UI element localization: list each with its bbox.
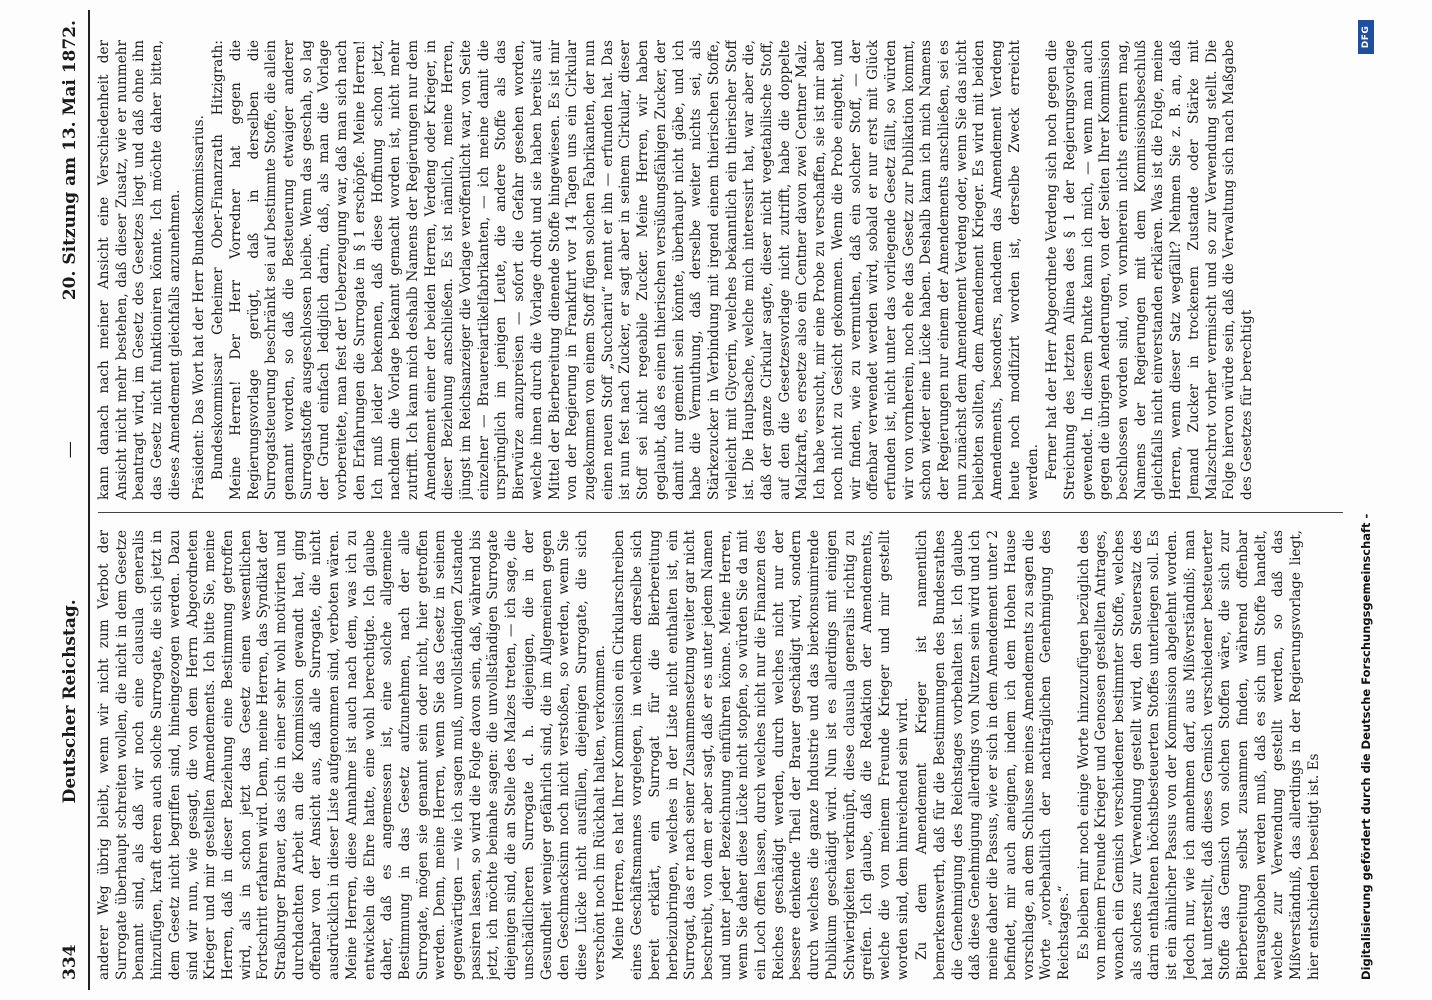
paragraph: Zu dem Amendement Krieger ist namentlich bemerkenswerth, daß für die Bestimmungen des Bundesrathes die Genehmigung des Reichstages vorbehalten ist. Ich glaube daß diese Genehmigung allerdings von Nutzen sein wird und ich meine daher die Passus, wie er sich in dem Amendement unter 2 befindet, mir auch aneignen, indem ich dem Hohen Hause vorschlage, an dem Schlusse meines Amendements zu sagen die Worte „vorbehaltlich der nachträglichen Genehmigung des Reichstages.“	[914, 530, 1072, 980]
speaker-paragraph: Präsident: Das Wort hat der Herr Bundeskommissarius.	[190, 115, 207, 500]
paragraph: anderer Weg übrig bleibt, wenn wir nicht zum Verbot der Surrogate überhaupt schreiten wollen, die nicht in dem Gesetze benannt sind, als daß wir noch eine clausula generalis hinzufügen, kraft deren auch solche Surrogate, die sich jetzt in dem Gesetz nicht begriffen sind, hineingezogen werden. Dazu sind wir nun, wie gesagt, die von dem Herrn Abgeordneten Krieger und mir gestellten Amendements. Ich bitte Sie, meine Herren, daß in dieser Beziehung eine Bestimmung getroffen wird, als in schon jetzt das Gesetz einen wesentlichen Fortschritt erfahren wird. Denn, meine Herren, das Syndikat der Straßburger Brauer, das sich in einer sehr wohl motivirten und durchdachten Arbeit an die Kommission gewandt hat, ging offenbar von der Ansicht aus, daß alle Surrogate, die nicht ausdrücklich in dieser Liste aufgenommen sind, verboten wären. Meine Herren, diese Annahme ist auch nach dem, was ich zu entwickeln die Ehre hatte, eine wohl berechtigte. Ich glaube daher, daß es angemessen ist, eine solche allgemeine Bestimmung in das Gesetz aufzunehmen, nach der alle Surrogate, mögen sie genannt sein oder nicht, hier getroffen werden. Denn, meine Herren, wenn Sie das Gesetz in seinem gegenwärtigen — wie ich sagen muß, unvollständigen Zustande passiren lassen, so wird die Folge davon sein, daß, während bis jetzt, ich möchte beinahe sagen: die unvollständigen Surrogate diejenigen sind, die an Stelle des Malzes treten, — ich sage, die unschädlicheren Surrogate d. h. diejenigen, die in der Gesundheit weniger gefährlich sind, die im Allgemeinen gegen den Geschmacksinn noch nicht verstoßen, so werden, wenn Sie diese Lücke nicht ausfüllen, diejenigen Surrogate, die sich verschönt noch im Rückhalt halten, verkommen.	[96, 530, 608, 980]
paragraph: Meine Herren, es hat Ihrer Kommission ein Cirkularschreiben eines Geschäftsmannes vorgelegen, in welchem derselbe sich bereit erklärt, ein Surrogat für die Bierbereitung herbeizubringen, welches in der Liste nicht enthalten ist, ein Surrogat, das er nach seiner Zusammensetzung weiter gar nicht beschreibt, von dem er aber sagt, daß er es unter jedem Namen und unter jeder Bezeichnung einführen könne. Meine Herren, wenn Sie daher diese Lücke nicht stopfen, so würden Sie da mit ein Loch offen lassen, durch welches nicht nur die Finanzen des Reiches geschädigt werden, durch welches nicht nur der bessere denkende Theil der Brauer geschädigt wird, sondern durch welches die ganze Industrie und das bierkonsumirende Publikum geschädigt wird. Nun ist es allerdings mit einigen Schwierigkeiten verknüpft, diese clausula generalis richtig zu greifen. Ich glaube, daß die Redaktion der Amendements, welche die von meinem Freunde Krieger und mir gestellt worden sind, dem hinreichend sein wird.	[611, 530, 911, 980]
paragraph: kann danach nach meiner Ansicht eine Verschiedenheit der Ansicht nicht mehr bestehen, daß dieser Zusatz, wie er nunmehr beantragt wird, im Gesetz des Gesetzes liegt und daß ohne ihn das Gesetz nicht funktioniren könnte. Ich möchte daher bitten, dieses Amendement gleichfalls anzunehmen.	[96, 40, 183, 500]
paragraph: Ferner hat der Herr Abgeordnete Verdeng sich noch gegen die Streichung des letzten Alinea des § 1 der Regierungsvorlage gewendet. In diesem Punkte kann ich mich, — wenn man auch gegen die übrigen Aenderungen, von der Seiten Ihrer Kommission beschlossen worden sind, von vornherein nichts erinnern mag, Namens der Regierungen mit dem Kommissionsbeschluß gleichfalls nicht einverstanden erklären. Was ist die Folge, meine Herren, wenn dieser Satz wegfällt? Nehmen Sie z. B. an, daß Jemand Zucker in trockenem Zustande oder Stärke mit Malzschrot vorher vermischt und so zur Verwendung stellt. Die Folge hiervon würde sein, daß die Verwaltung sich nach Maßgabe des Gesetzes für berechtigt	[1044, 40, 1255, 500]
header-dash: —	[60, 441, 80, 459]
page-number: 334	[60, 944, 80, 980]
page-header	[58, 20, 82, 980]
text-column-left	[96, 530, 1346, 980]
dfg-logo: DFG	[1358, 20, 1374, 54]
header-rule	[88, 10, 90, 990]
text-column-right	[96, 40, 1346, 500]
column-separator	[98, 512, 1343, 513]
paragraph: Bundeskommissar Geheimer Ober-Finanzrath Hitzigrath: Meine Herren! Der Herr Vorredner hat gegen die Regierungsvorlage gerügt, daß in derselben die Surrogatsteuerung beschränkt sei auf bestimmte Stoffe, die allein genannt worden, so daß die Besteuerung etwaiger anderer Surrogatstoffe ausgeschlossen bleibe. Wenn das geschah, so lag der Grund einfach lediglich darin, daß, als man die Vorlage vorbereitete, man fest der Ueberzeugung war, daß man sich nach den Erfahrungen die Surrogate in § 1 erschöpfe. Meine Herren! Ich muß leider bekennen, daß diese Hoffnung schon jetzt, nachdem die Vorlage bekannt gemacht worden ist, nicht mehr zutrifft. Ich kann mich deshalb Namens der Regierungen nur dem Amendement einer der beiden Herren, Verdeng oder Krieger, in dieser Beziehung anschließen. Es ist nämlich, meine Herren, jüngst im Reichsanzeiger die Vorlage veröffentlicht war, von Seite einzelner — Brauereiartikelfabrikanten, — ich meine damit die ursprünglich im jenigen Leute, die andere Stoffe als das Bierwürze anzupreisen — sofort die Gefahr gesehen worden, welche ihnen durch die Vorlage droht und sie haben bereits auf Mittel der Bierbereitung dienende Stoffe hingewiesen. Es ist mir von der Regierung in Frankfurt vor 14 Tagen uns ein Cirkular zugekommen von einem Stoff fügen solchen Fabrikanten, der nun einen neuen Stoff „Succhariu“ nennt er ihn — erfunden hat. Das ist nun fest nach Zucker, er sagt aber in seinem Cirkular, dieser Stoff sei nicht regeabile Zucker. Meine Herren, wir haben geglaubt, daß es einen thierischen versüßungsfähigen Zucker, der damit nur gemeint sein könnte, überhaupt nicht gäbe, und ich habe die Vermuthung, daß derselbe weiter nichts sei, als Stärkezucker in Verbindung mit irgend einem thierischen Stoffe, vielleicht mit Glycerin, welches bekanntlich ein thierischer Stoff ist. Die Hauptsache, welche mich interessirt hat, war aber die, daß der ganze Cirkular sagte, dieser nicht vegetabilische Stoff, auf den die Gesetzesvorlage nicht zutrifft, habe die doppelte Malzkraft, es ersetze also ein Centner davon zwei Centner Malz. Ich habe versucht, mir eine Probe zu verschaffen, sie ist mir aber noch nicht zu Gesicht gekommen. Wenn die Probe eingeht, und wir finden, wie zu vermuthen, daß ein solcher Stoff, — der offenbar verwendet werden wird, sobald er nur erst mit Glück erfunden ist, nicht unter das vorliegende Gesetz fällt, so würden wir von vornherein, noch ehe das Gesetz zur Publikation kommt, schon wieder eine Lücke haben. Deshalb kann ich mich Namens der Regierungen nur einem der Amendements anschließen, sei es nun zunächst dem Amendement Verdeng oder, wenn Sie das nicht beliebten sollten, dem Amendement Krieger. Es wird mit beiden Amendements, besonders, nachdem das Amendement Verdeng heute noch modifizirt worden ist, derselbe Zweck erreicht werden.	[210, 40, 1041, 500]
credit-text: Digitalisierung gefördert durch die Deutsche Forschungsgemeinschaft -	[1359, 513, 1373, 980]
header-session-title: 20. Sitzung am 13. Mai 1872.	[60, 20, 80, 301]
paragraph: Es bleiben mir noch einige Worte hinzuzufügen bezüglich des von meinem Freunde Krieger und Genossen gestellten Antrages, wonach ein Gemisch verschiedener bestimmter Stoffe, welches als solches zur Verwendung gestellt wird, den Steuersatz des darin enthaltenen höchstbesteuerten Stoffes unterliegen soll. Es ist ein ähnlicher Passus von der Kommission abgelehnt worden. Jedoch nur, wie ich annehmen darf, aus Mißverständniß; man hat unterstellt, daß dieses Gemisch verschiedener besteuerter Stoffe das Gemisch von solchen Stoffen wäre, die sich zur Bierbereitung selbst zusammen finden, während offenbar herausgehoben werden muß, daß es sich um Stoffe handelt, welche zur Verwendung gestellt werden, so daß das Mißverständniß, das allerdings in der Regierungsvorlage liegt, hier entschieden beseitigt ist. Es	[1075, 530, 1322, 980]
digitization-credit	[1356, 20, 1376, 980]
header-left-title: Deutscher Reichstag.	[60, 599, 80, 804]
